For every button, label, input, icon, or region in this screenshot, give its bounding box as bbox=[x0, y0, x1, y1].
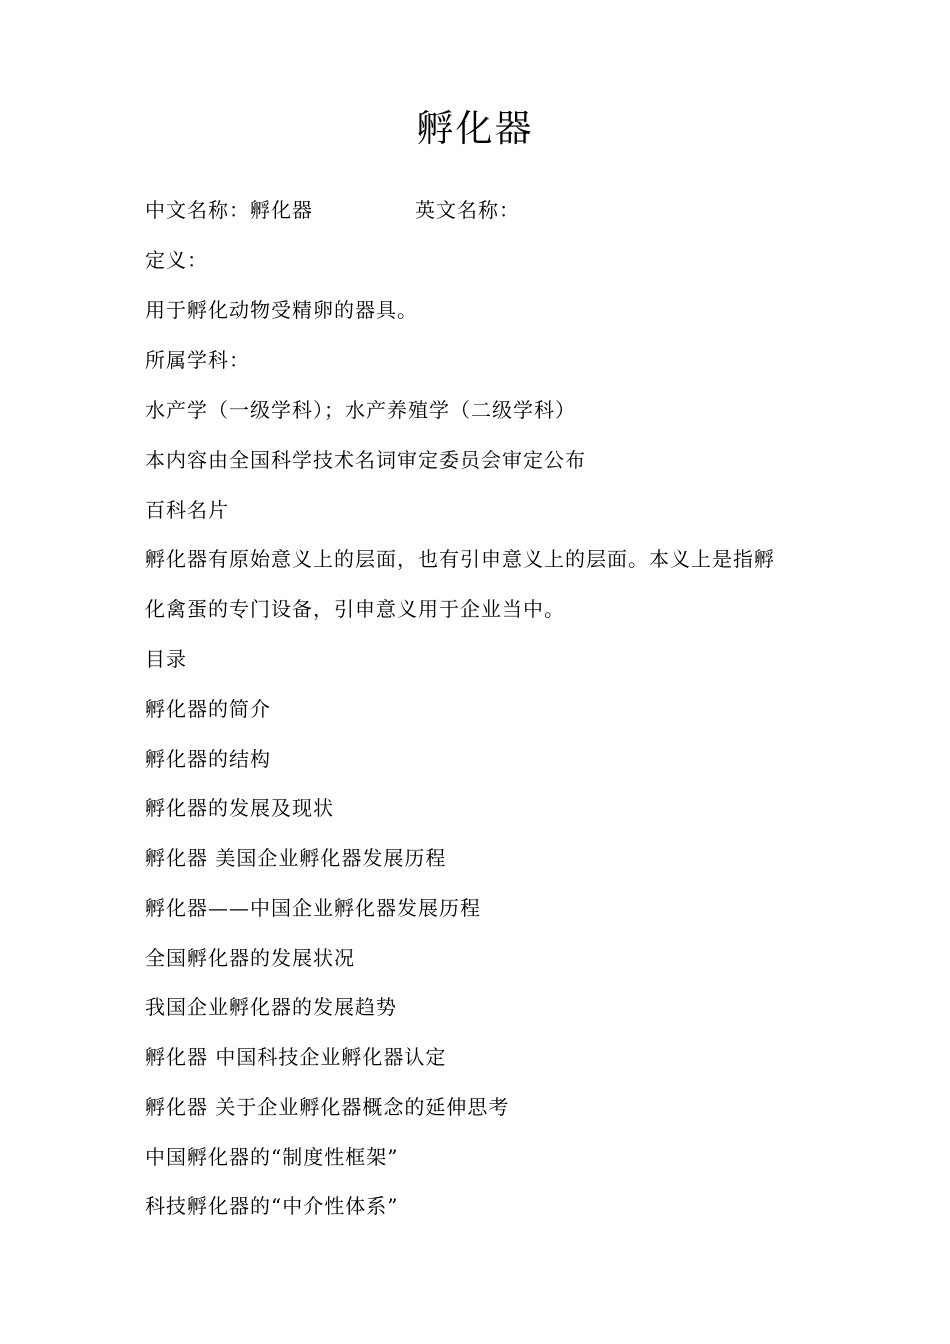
toc-item[interactable]: 孵化器的简介 bbox=[145, 697, 271, 721]
discipline-label: 所属学科： bbox=[145, 348, 250, 372]
toc-item[interactable]: 孵化器 美国企业孵化器发展历程 bbox=[145, 846, 447, 870]
intro-paragraph-line-1: 孵化器有原始意义上的层面，也有引申意义上的层面。本义上是指孵 bbox=[145, 547, 775, 571]
toc-item[interactable]: 孵化器 中国科技企业孵化器认定 bbox=[145, 1045, 447, 1069]
toc-item[interactable]: 孵化器的发展及现状 bbox=[145, 796, 334, 820]
toc-item[interactable]: 我国企业孵化器的发展趋势 bbox=[145, 995, 397, 1019]
toc-item[interactable]: 孵化器——中国企业孵化器发展历程 bbox=[145, 896, 481, 920]
intro-paragraph-line-2: 化禽蛋的专门设备，引申意义用于企业当中。 bbox=[145, 597, 565, 621]
toc-item[interactable]: 孵化器 关于企业孵化器概念的延伸思考 bbox=[145, 1095, 510, 1119]
definition-text: 用于孵化动物受精卵的器具。 bbox=[145, 298, 418, 322]
document-title: 孵化器 bbox=[416, 107, 534, 150]
baike-card-label: 百科名片 bbox=[145, 498, 229, 522]
publisher-note: 本内容由全国科学技术名词审定委员会审定公布 bbox=[145, 448, 586, 472]
toc-item[interactable]: 中国孵化器的“制度性框架” bbox=[145, 1145, 399, 1169]
definition-label: 定义： bbox=[145, 248, 208, 272]
chinese-name: 中文名称：孵化器 bbox=[145, 198, 313, 222]
english-name: 英文名称： bbox=[415, 198, 520, 222]
toc-item[interactable]: 科技孵化器的“中介性体系” bbox=[145, 1194, 399, 1218]
discipline-text: 水产学（一级学科）；水产养殖学（二级学科） bbox=[145, 398, 576, 422]
toc-label: 目录 bbox=[145, 647, 187, 671]
toc-item[interactable]: 孵化器的结构 bbox=[145, 747, 271, 771]
toc-item[interactable]: 全国孵化器的发展状况 bbox=[145, 946, 355, 970]
